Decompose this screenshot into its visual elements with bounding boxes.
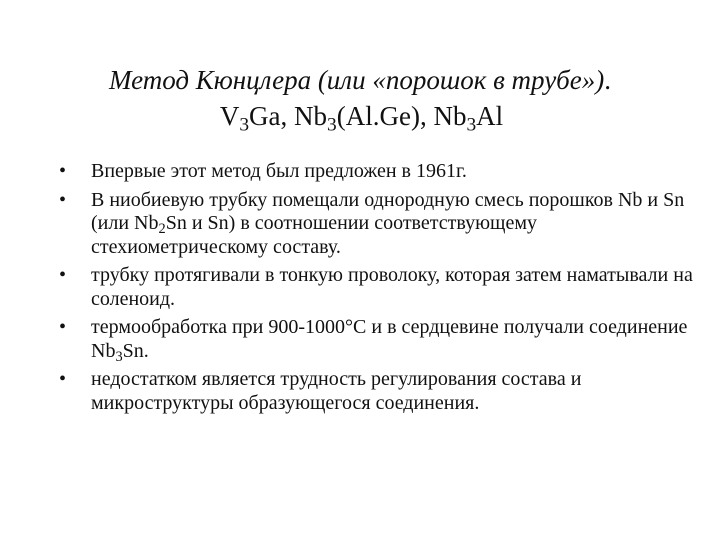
bullet-text: Впервые этот метод был предложен в 1961г. [91, 160, 467, 182]
formula-v: V [219, 101, 240, 131]
title-text: Метод Кюнцлера (или «порошок в трубе») [108, 65, 605, 95]
bullet-text-cont: Sn и Sn) в соотношении соответствующему стехиометрическому составу. [91, 212, 537, 258]
formula-text-3: Al [476, 101, 504, 131]
bullet-text: В ниобиевую трубку помещали однородную смесь порошков Nb и Sn (или Nb [91, 188, 685, 234]
bullet-text: недостатком является трудность регулирования состава и микроструктуры образующегося соединения. [91, 368, 582, 414]
slide-title [0, 64, 720, 96]
bullet-item [57, 160, 697, 184]
bullet-icon: • [59, 188, 67, 211]
formula-text-2: (Al.Ge), Nb [336, 101, 467, 131]
bullet-icon: • [59, 160, 67, 182]
bullet-subscript: 3 [115, 348, 123, 365]
bullet-icon: • [59, 368, 67, 390]
formula-sub-2: 3 [327, 114, 337, 136]
bullet-icon: • [59, 316, 67, 338]
bullet-item [57, 264, 697, 311]
formula-subtitle [0, 100, 720, 136]
bullet-text: трубку протягивали в тонкую проволоку, которая затем наматывали на соленоид. [91, 264, 693, 310]
bullet-item [57, 316, 697, 363]
bullet-item [57, 368, 697, 415]
bullet-subscript: 2 [158, 221, 166, 238]
bullet-item [57, 189, 697, 260]
bullet-text-cont: Sn. [122, 339, 149, 362]
formula-text-1: Ga, Nb [249, 101, 328, 131]
formula-sub-3: 3 [466, 114, 477, 136]
bullet-list [57, 160, 697, 420]
bullet-icon: • [59, 264, 67, 286]
title-period: . [604, 65, 611, 95]
bullet-text: термообработка при 900-1000°С и в сердцевине получали соединение Nb [91, 316, 688, 362]
formula-sub-1: 3 [239, 114, 250, 136]
